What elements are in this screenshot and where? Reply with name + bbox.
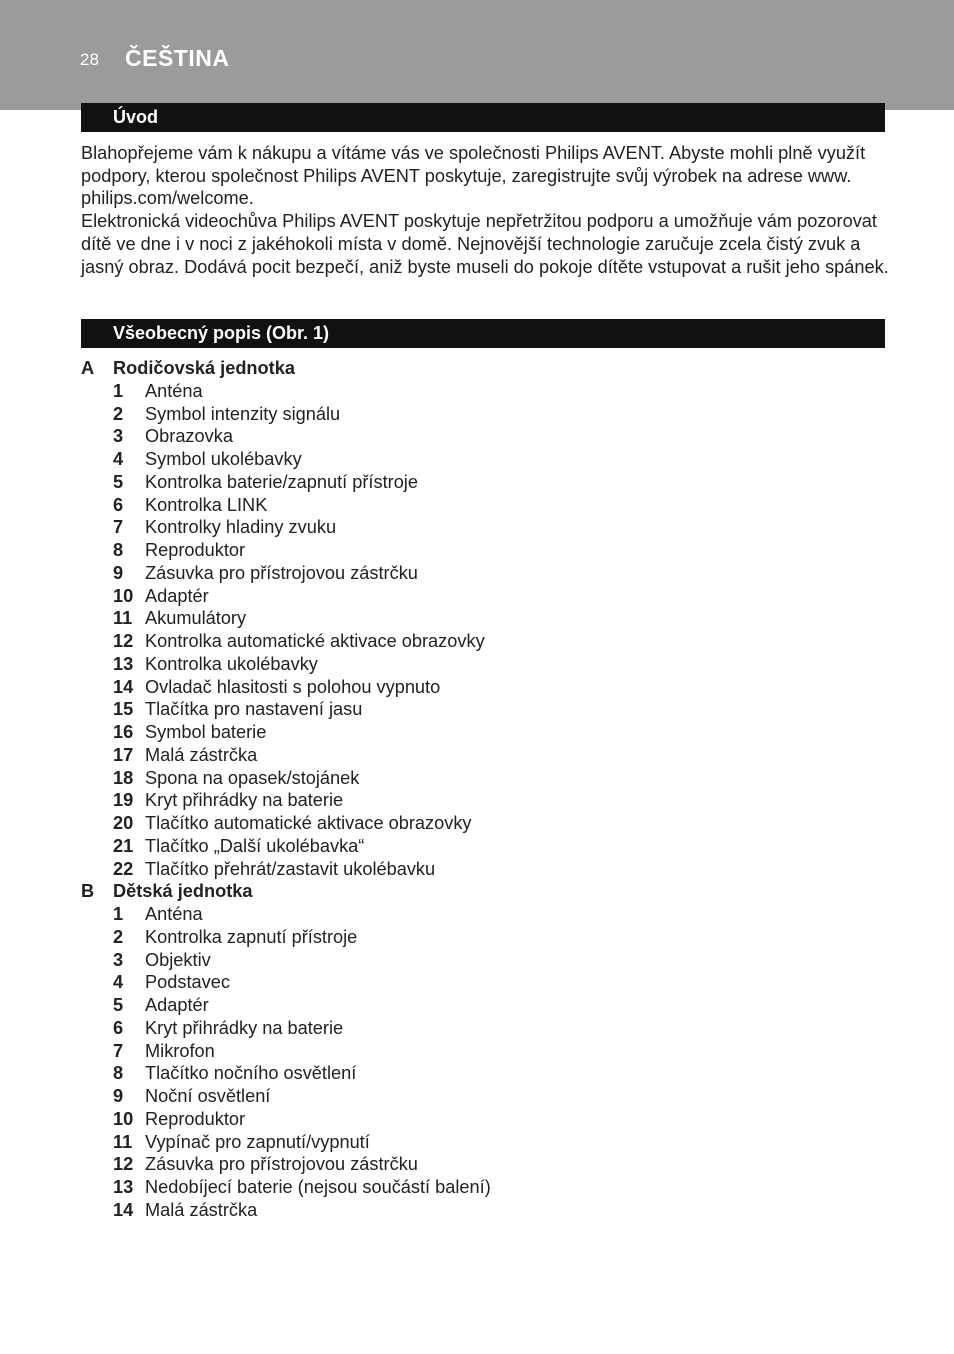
group-heading bbox=[81, 880, 881, 903]
group-title: Dětská jednotka bbox=[113, 881, 253, 902]
item-text: Objektiv bbox=[145, 949, 211, 970]
item-number: 5 bbox=[113, 995, 124, 1015]
list-item bbox=[81, 1017, 881, 1040]
item-number: 7 bbox=[113, 517, 124, 538]
item-number: 10 bbox=[113, 1108, 134, 1129]
item-text: Tlačítka pro nastavení jasu bbox=[145, 699, 363, 720]
section-heading-description: Všeobecný popis (Obr. 1) bbox=[81, 319, 885, 348]
item-text: Podstavec bbox=[145, 972, 230, 993]
parts-list bbox=[81, 357, 881, 1222]
item-number: 22 bbox=[113, 858, 134, 879]
item-number: 9 bbox=[113, 562, 124, 583]
list-item bbox=[81, 1131, 881, 1154]
list-item bbox=[81, 448, 881, 471]
item-number: 4 bbox=[113, 972, 124, 993]
list-item bbox=[81, 607, 881, 630]
item-number: 8 bbox=[113, 540, 124, 560]
item-text: Kryt přihrádky na baterie bbox=[145, 1017, 344, 1038]
list-item bbox=[81, 858, 881, 881]
item-number: 12 bbox=[113, 631, 134, 651]
item-number: 3 bbox=[113, 949, 124, 970]
intro-paragraph: Blahopřejeme vám k nákupu a vítáme vás ve společnosti Philips AVENT. Abyste mohli plně využít podpory, kterou společnost Philips AVENT poskytuje, zaregistrujte svůj výrobek na adrese www. philips.com/welcome. bbox=[81, 143, 866, 209]
item-text: Adaptér bbox=[145, 585, 209, 606]
list-item bbox=[81, 949, 881, 972]
item-number: 9 bbox=[113, 1086, 124, 1106]
item-text: Noční osvětlení bbox=[145, 1086, 271, 1106]
item-number: 7 bbox=[113, 1040, 124, 1061]
item-number: 11 bbox=[113, 1131, 133, 1152]
item-number: 11 bbox=[113, 608, 133, 629]
item-number: 6 bbox=[113, 1017, 124, 1038]
item-text: Reproduktor bbox=[145, 540, 246, 560]
list-item bbox=[81, 380, 881, 403]
list-item bbox=[81, 812, 881, 835]
list-item bbox=[81, 676, 881, 699]
list-item bbox=[81, 1176, 881, 1199]
item-text: Kryt přihrádky na baterie bbox=[145, 790, 344, 811]
item-number: 21 bbox=[113, 835, 134, 856]
item-text: Adaptér bbox=[145, 995, 209, 1015]
list-item bbox=[81, 516, 881, 539]
item-number: 1 bbox=[113, 904, 124, 924]
section-heading-intro: Úvod bbox=[81, 103, 885, 132]
list-item bbox=[81, 1153, 881, 1176]
list-item bbox=[81, 585, 881, 608]
list-item bbox=[81, 698, 881, 721]
item-number: 14 bbox=[113, 676, 134, 697]
list-item bbox=[81, 994, 881, 1017]
list-item bbox=[81, 721, 881, 744]
list-item bbox=[81, 471, 881, 494]
item-text: Anténa bbox=[145, 904, 203, 924]
list-item bbox=[81, 653, 881, 676]
list-item bbox=[81, 1062, 881, 1085]
page-number: 28 bbox=[80, 50, 99, 69]
group-letter: A bbox=[81, 358, 95, 378]
item-text: Kontrolka automatické aktivace obrazovky bbox=[145, 631, 485, 651]
item-number: 15 bbox=[113, 699, 134, 720]
list-item bbox=[81, 971, 881, 994]
item-number: 4 bbox=[113, 449, 124, 469]
list-item bbox=[81, 1040, 881, 1063]
item-number: 2 bbox=[113, 403, 124, 424]
item-text: Zásuvka pro přístrojovou zástrčku bbox=[145, 1154, 418, 1175]
item-text: Symbol ukolébavky bbox=[145, 449, 302, 469]
item-number: 10 bbox=[113, 585, 134, 606]
item-text: Kontrolka LINK bbox=[145, 494, 268, 515]
item-text: Spona na opasek/stojánek bbox=[145, 767, 360, 788]
intro-text bbox=[81, 142, 891, 278]
item-text: Anténa bbox=[145, 380, 203, 401]
list-item bbox=[81, 744, 881, 767]
language-title: ČEŠTINA bbox=[125, 45, 230, 71]
list-item bbox=[81, 789, 881, 812]
item-number: 1 bbox=[113, 380, 124, 401]
item-text: Kontrolka ukolébavky bbox=[145, 653, 318, 674]
list-item bbox=[81, 539, 881, 562]
group-letter: B bbox=[81, 881, 95, 902]
item-text: Symbol intenzity signálu bbox=[145, 403, 341, 424]
item-number: 20 bbox=[113, 813, 134, 833]
item-number: 6 bbox=[113, 494, 124, 515]
item-text: Kontrolka baterie/zapnutí přístroje bbox=[145, 471, 418, 492]
item-text: Ovladač hlasitosti s polohou vypnuto bbox=[145, 676, 441, 697]
item-text: Nedobíjecí baterie (nejsou součástí balení) bbox=[145, 1177, 491, 1197]
group-heading bbox=[81, 357, 881, 380]
group-title: Rodičovská jednotka bbox=[113, 358, 295, 378]
item-text: Tlačítko nočního osvětlení bbox=[145, 1063, 357, 1084]
list-item bbox=[81, 494, 881, 517]
list-item bbox=[81, 767, 881, 790]
item-text: Zásuvka pro přístrojovou zástrčku bbox=[145, 562, 418, 583]
item-number: 8 bbox=[113, 1063, 124, 1084]
list-item bbox=[81, 403, 881, 426]
item-number: 16 bbox=[113, 722, 134, 742]
list-item bbox=[81, 630, 881, 653]
item-text: Malá zástrčka bbox=[145, 1199, 258, 1220]
item-text: Kontrolka zapnutí přístroje bbox=[145, 926, 358, 947]
item-number: 12 bbox=[113, 1154, 134, 1175]
item-number: 2 bbox=[113, 926, 124, 947]
item-number: 13 bbox=[113, 653, 134, 674]
item-text: Symbol baterie bbox=[145, 722, 267, 742]
item-text: Mikrofon bbox=[145, 1040, 215, 1061]
list-item bbox=[81, 562, 881, 585]
list-item bbox=[81, 926, 881, 949]
item-text: Tlačítko přehrát/zastavit ukolébavku bbox=[145, 858, 436, 879]
intro-paragraph: Elektronická videochůva Philips AVENT poskytuje nepřetržitou podporu a umožňuje vám pozorovat dítě ve dne i v noci z jakéhokoli místa v domě. Nejnovější technologie zaručuje zcela čistý zvuk a jasný obraz. Dodává pocit bezpečí, aniž byste museli do pokoje dítěte vstupovat a rušit jeho spánek. bbox=[81, 211, 889, 277]
item-number: 19 bbox=[113, 790, 134, 811]
item-text: Malá zástrčka bbox=[145, 744, 258, 765]
list-item bbox=[81, 1085, 881, 1108]
item-text: Kontrolky hladiny zvuku bbox=[145, 517, 337, 538]
item-number: 5 bbox=[113, 471, 124, 492]
item-text: Tlačítko „Další ukolébavka“ bbox=[145, 835, 365, 856]
list-item bbox=[81, 903, 881, 926]
item-number: 13 bbox=[113, 1177, 134, 1197]
item-number: 14 bbox=[113, 1199, 134, 1220]
item-number: 3 bbox=[113, 426, 124, 447]
list-item bbox=[81, 1199, 881, 1222]
list-item bbox=[81, 1108, 881, 1131]
item-number: 17 bbox=[113, 744, 134, 765]
item-text: Vypínač pro zapnutí/vypnutí bbox=[145, 1131, 370, 1152]
item-text: Reproduktor bbox=[145, 1108, 246, 1129]
item-text: Obrazovka bbox=[145, 426, 233, 447]
item-number: 18 bbox=[113, 767, 134, 788]
list-item bbox=[81, 425, 881, 448]
item-text: Akumulátory bbox=[145, 608, 247, 629]
list-item bbox=[81, 835, 881, 858]
item-text: Tlačítko automatické aktivace obrazovky bbox=[145, 813, 472, 833]
page-header bbox=[0, 0, 954, 110]
